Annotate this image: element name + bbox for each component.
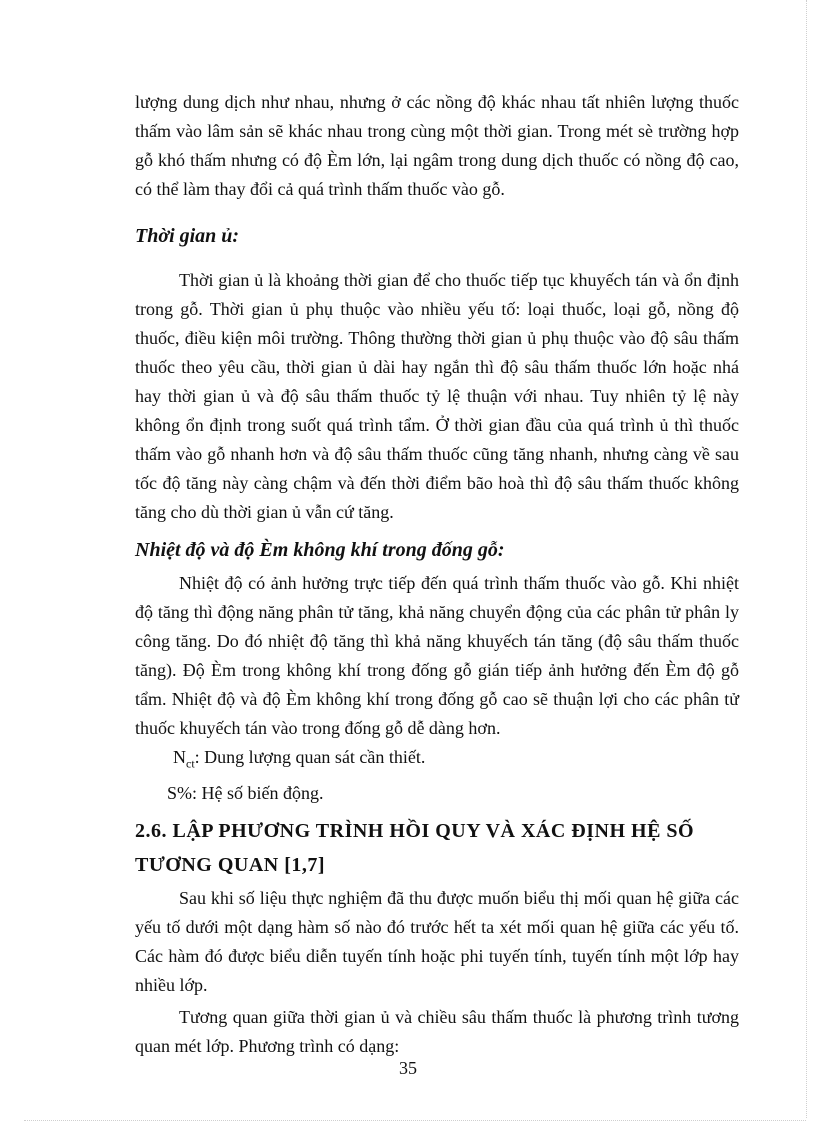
paragraph-incubation-time: Thời gian ủ là khoảng thời gian để cho thuốc tiếp tục khuyếch tán và ổn định trong gỗ. Thời gian ủ phụ thuộc vào nhiều yếu tố: loại thuốc, loại gỗ, nồng độ thuốc, điều kiện môi trường. Thông thường thời gian ủ phụ thuộc vào độ sâu thấm thuốc theo yêu cầu, thời gian ủ dài hay ngắn thì độ sâu thấm thuốc lớn hoặc nhá hay thời gian ủ và độ sâu thấm thuốc tỷ lệ thuận với nhau. Tuy nhiên tỷ lệ này không ổn định trong suốt quá trình tẩm. Ở thời gian đầu của quá trình ủ thì thuốc thấm vào gỗ nhanh hơn và độ sâu thấm thuốc cũng tăng nhanh, nhưng càng về sau tốc độ tăng này càng chậm và đến thời điểm bão hoà thì độ sâu thấm thuốc không tăng cho dù thời gian ủ vẫn cứ tăng.: [135, 270, 739, 522]
paragraph-correlation: Tương quan giữa thời gian ủ và chiều sâu thấm thuốc là phương trình tương quan mét lớp. Phương trình có dạng:: [135, 1006, 739, 1056]
page-number: 35: [399, 1058, 417, 1078]
paragraph-concentration: lượng dung dịch như nhau, nhưng ở các nồng độ khác nhau tất nhiên lượng thuốc thấm vào lâm sản sẽ khác nhau trong cùng một thời gian. Trong mét sè trường hợp gỗ khó thấm nhưng có độ Èm lớn, lại ngâm trong dung dịch thuốc có nồng độ cao, có thể làm thay đổi cả quá trình thấm thuốc vào gỗ.: [135, 92, 739, 199]
heading-incubation-time: Thời gian ủ:: [135, 225, 240, 247]
page-border-right: [806, 0, 807, 1118]
variable-s-definition: S%: Hệ số biến động.: [167, 782, 324, 803]
heading-temperature-humidity: Nhiệt độ và độ Èm không khí trong đống gỗ:: [135, 539, 505, 561]
variable-nct-definition: [135, 743, 739, 779]
nct-subscript: ct: [186, 756, 195, 771]
paragraph-temperature-humidity: Nhiệt độ có ảnh hưởng trực tiếp đến quá trình thấm thuốc vào gỗ. Khi nhiệt độ tăng thì động năng phân tử tăng, khả năng chuyển động của các phân tử phân ly công tăng. Do đó nhiệt độ tăng thì khả năng khuyếch tán tăng (độ sâu thấm thuốc tăng). Độ Èm trong không khí trong đống gỗ gián tiếp ảnh hưởng đến Èm độ gỗ tẩm. Nhiệt độ và độ Èm không khí trong đống gỗ cao sẽ thuận lợi cho các phân tử thuốc khuyếch tán vào trong đống gỗ dễ dàng hơn.: [135, 573, 739, 738]
paragraph-regression-intro: Sau khi số liệu thực nghiệm đã thu được muốn biểu thị mối quan hệ giữa các yếu tố dưới một dạng hàm số nào đó trước hết ta xét mối quan hệ giữa các yếu tố. Các hàm đó được biểu diễn tuyến tính hoặc phi tuyến tính, tuyến tính một lớp hay nhiều lớp.: [135, 887, 739, 995]
nct-symbol: N: [173, 747, 186, 767]
page-border-bottom: [24, 1120, 806, 1121]
section-heading-regression: 2.6. LẬP PHƯƠNG TRÌNH HỒI QUY VÀ XÁC ĐỊNH HỆ SỐ TƯƠNG QUAN [1,7]: [135, 819, 695, 876]
page-content: [135, 88, 739, 1061]
nct-text: : Dung lượng quan sát cần thiết.: [194, 747, 426, 767]
